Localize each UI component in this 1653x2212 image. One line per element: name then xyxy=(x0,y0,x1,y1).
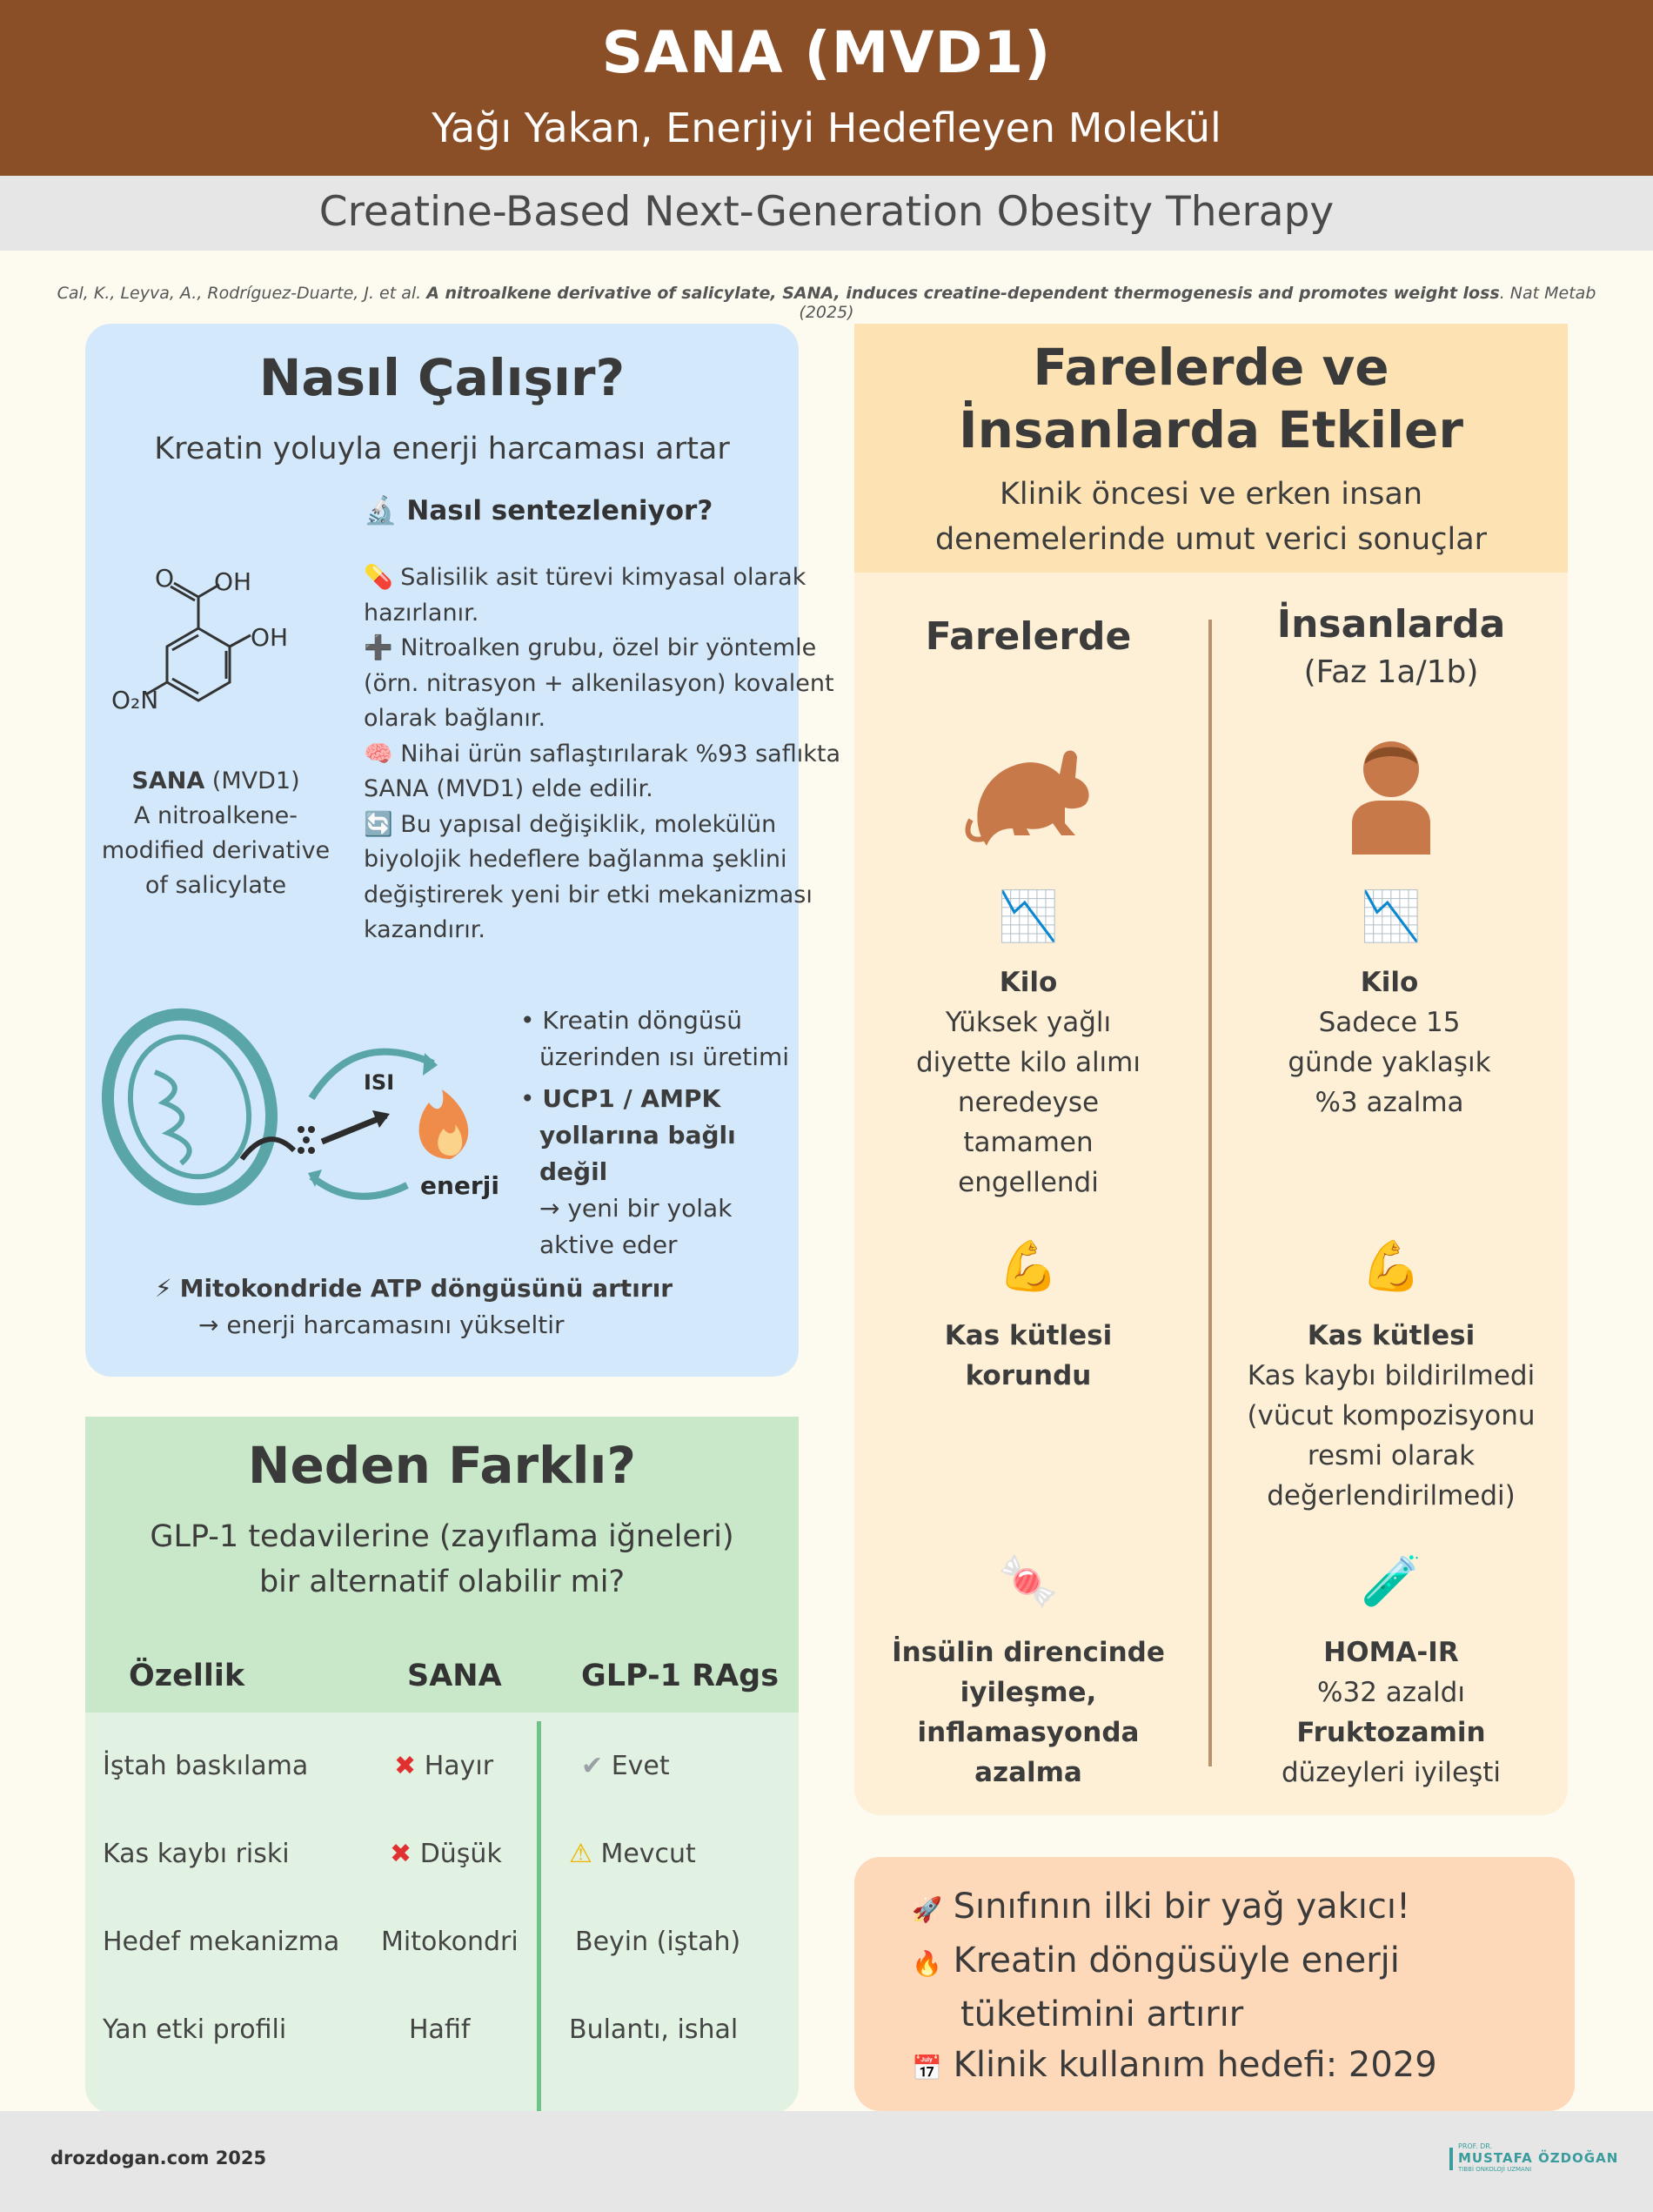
pill-icon: 💊 xyxy=(364,564,393,591)
banner-text: Creatine-Based Next-Generation Obesity Therapy xyxy=(318,188,1335,236)
col-header-glp1: GLP-1 RAgs xyxy=(581,1659,780,1693)
highlight-item: 📅 Klinik kullanım hedefi: 2029 xyxy=(912,2045,1437,2085)
synthesis-step: 🔄 Bu yapısal değişiklik, molekülün biyolojik hedeflere bağlanma şeklini değiştirerek yeni bir etki mekanizması kazandırır. xyxy=(364,810,813,943)
effects-card xyxy=(854,324,1568,1815)
footer-logo: PROF. DR. MUSTAFA ÖZDOĞAN TIBBİ ONKOLOJİ UZMANI xyxy=(1458,2142,1619,2173)
humans-heading: İnsanlarda xyxy=(1276,602,1506,647)
row-sana: Hafif xyxy=(409,2014,471,2045)
humans-muscle: Kas kütlesi Kas kaybı bildirilmedi (vücut kompozisyonu resmi olarak değerlendirilmedi) xyxy=(1247,1320,1536,1512)
cross-icon: ✖ xyxy=(390,1839,412,1869)
brain-icon: 🧠 xyxy=(364,740,393,767)
cross-icon: ✖ xyxy=(394,1751,417,1781)
check-icon: ✔ xyxy=(581,1751,604,1781)
candy-icon: 🍬 xyxy=(998,1553,1059,1610)
mechanism-bullet-cont: → yeni bir yolak aktive eder xyxy=(539,1194,733,1259)
person-icon xyxy=(1345,733,1437,855)
footer-site: drozdogan.com 2025 xyxy=(50,2148,267,2168)
heat-label: ISI xyxy=(364,1070,395,1095)
humans-phase: (Faz 1a/1b) xyxy=(1303,654,1479,690)
synthesis-step: 💊 Salisilik asit türevi kimyasal olarak hazırlanır. xyxy=(364,564,806,627)
chart-down-icon: 📉 xyxy=(998,888,1059,945)
how-subtitle: Kreatin yoluyla enerji harcaması artar xyxy=(154,432,730,466)
effects-subtitle: Klinik öncesi ve erken insan denemelerinde umut verici sonuçlar xyxy=(934,477,1488,557)
row-glp1: Bulantı, ishal xyxy=(569,2014,739,2045)
highlight-item: 🚀 Sınıfının ilki bir yağ yakıcı! xyxy=(912,1887,1411,1927)
mechanism-bullet: • UCP1 / AMPK yollarına bağlı değil xyxy=(520,1084,736,1186)
mechanism-bullet: • Kreatin döngüsü üzerinden ısı üretimi xyxy=(520,1006,790,1071)
highlights-list xyxy=(912,1881,1556,2094)
row-feature: Yan etki profili xyxy=(103,2014,287,2045)
lightning-icon: ⚡ xyxy=(155,1274,172,1303)
highlights-card xyxy=(854,1857,1575,2111)
banner xyxy=(0,176,1653,251)
energy-label: enerji xyxy=(420,1171,499,1200)
rocket-icon: 🚀 xyxy=(912,1895,942,1924)
molecule-name-suffix: (MVD1) xyxy=(204,767,300,794)
highlight-item: 🔥 Kreatin döngüsüyle enerji tüketimini artırır xyxy=(912,1941,1400,2034)
molecule-desc-2: modified derivative xyxy=(101,837,331,864)
mol-o: O xyxy=(155,564,175,593)
humans-metabolic: HOMA-IR %32 azaldı Fruktozamin düzeyleri iyileşti xyxy=(1281,1637,1502,1788)
cycle-icon: 🔄 xyxy=(364,810,393,838)
why-subtitle: GLP-1 tedavilerine (zayıflama iğneleri) bir alternatif olabilir mi? xyxy=(150,1519,734,1599)
col-header-feature: Özellik xyxy=(129,1659,245,1693)
row-sana: Mitokondri xyxy=(381,1927,519,1957)
calendar-icon: 📅 xyxy=(912,2054,942,2082)
mice-heading: Farelerde xyxy=(925,614,1132,659)
footer xyxy=(0,2111,1653,2212)
col-header-sana: SANA xyxy=(407,1659,502,1693)
salicylate-molecule xyxy=(111,559,289,715)
row-feature: İştah baskılama xyxy=(103,1751,309,1781)
mitochondria-diagram xyxy=(94,1002,499,1211)
citation-title: A nitroalkene derivative of salicylate, SANA, induces creatine-dependent thermogenesis and promotes weight loss xyxy=(426,284,1500,303)
humans-weight: Kilo Sadece 15 günde yaklaşık %3 azalma xyxy=(1288,967,1491,1118)
row-feature: Hedef mekanizma xyxy=(103,1927,340,1957)
atp-note xyxy=(155,1270,781,1344)
row-glp1: ✔ Evet xyxy=(581,1751,670,1781)
citation-journal: . Nat Metab (2025) xyxy=(799,284,1596,322)
how-it-works-card xyxy=(85,324,840,1377)
synthesis-step: 🧠 Nihai ürün saflaştırılarak %93 saflıkta SANA (MVD1) elde edilir. xyxy=(364,740,840,802)
synth-heading xyxy=(364,494,713,526)
fire-icon: 🔥 xyxy=(912,1949,942,1978)
molecule-desc-1: A nitroalkene- xyxy=(133,802,298,829)
page-subtitle: Yağı Yakan, Enerjiyi Hedefleyen Molekül xyxy=(432,104,1221,151)
page-title: SANA (MVD1) xyxy=(601,19,1052,86)
mechanism-bullets xyxy=(520,1002,790,1264)
muscle-icon: 💪 xyxy=(1361,1238,1422,1295)
effects-title: Farelerde ve İnsanlarda Etkiler xyxy=(959,338,1463,459)
mice-muscle: Kas kütlesi korundu xyxy=(944,1320,1113,1391)
why-different-card xyxy=(85,1417,799,2113)
synthesis-steps xyxy=(364,560,868,948)
effects-divider xyxy=(1208,620,1212,1766)
mice-insulin: İnsülin direncinde iyileşme, inflamasyonda azalma xyxy=(892,1637,1165,1788)
warning-icon: ⚠ xyxy=(569,1839,592,1869)
molecule-desc-3: of salicylate xyxy=(144,872,287,899)
atp-rest: → enerji harcamasını yükseltir xyxy=(198,1310,565,1339)
how-title: Nasıl Çalışır? xyxy=(258,348,626,407)
column-divider xyxy=(537,1721,541,2122)
synth-heading-text: Nasıl sentezleniyor? xyxy=(406,495,713,526)
mitochondria-icon xyxy=(83,991,298,1223)
header xyxy=(0,0,1653,176)
chart-down-icon: 📉 xyxy=(1361,888,1422,945)
test-tube-icon: 🧪 xyxy=(1361,1553,1422,1610)
citation-authors: Cal, K., Leyva, A., Rodríguez-Duarte, J. et al. xyxy=(57,284,427,303)
mol-oh1: OH xyxy=(214,567,252,596)
synthesis-step: ➕ Nitroalken grubu, özel bir yöntemle (örn. nitrasyon + alkenilasyon) kovalent olarak bağlanır. xyxy=(364,634,834,732)
logo-bar-icon xyxy=(1449,2148,1453,2170)
row-sana: ✖ Düşük xyxy=(390,1839,502,1869)
row-glp1: Beyin (iştah) xyxy=(575,1927,741,1957)
row-feature: Kas kaybı riski xyxy=(103,1839,290,1869)
mol-oh2: OH xyxy=(251,623,289,652)
molecule-name: SANA xyxy=(131,767,205,794)
microscope-icon: 🔬 xyxy=(364,495,398,526)
mice-weight: Kilo Yüksek yağlı diyette kilo alımı neredeyse tamamen engellendi xyxy=(916,967,1141,1198)
why-title: Neden Farklı? xyxy=(247,1436,637,1495)
muscle-icon: 💪 xyxy=(998,1238,1059,1295)
mol-no2: O₂N xyxy=(111,686,159,714)
row-glp1: ⚠ Mevcut xyxy=(569,1839,696,1869)
molecule-dots xyxy=(298,1126,315,1154)
cycle-arrow-bottom xyxy=(311,1176,407,1196)
molecule-caption xyxy=(94,764,338,903)
flame-icon xyxy=(419,1089,469,1159)
mouse-icon xyxy=(966,733,1093,849)
plus-icon: ➕ xyxy=(364,634,393,661)
atp-bold: Mitokondride ATP döngüsünü artırır xyxy=(179,1274,673,1303)
citation xyxy=(52,284,1601,322)
row-sana: ✖ Hayır xyxy=(394,1751,494,1781)
